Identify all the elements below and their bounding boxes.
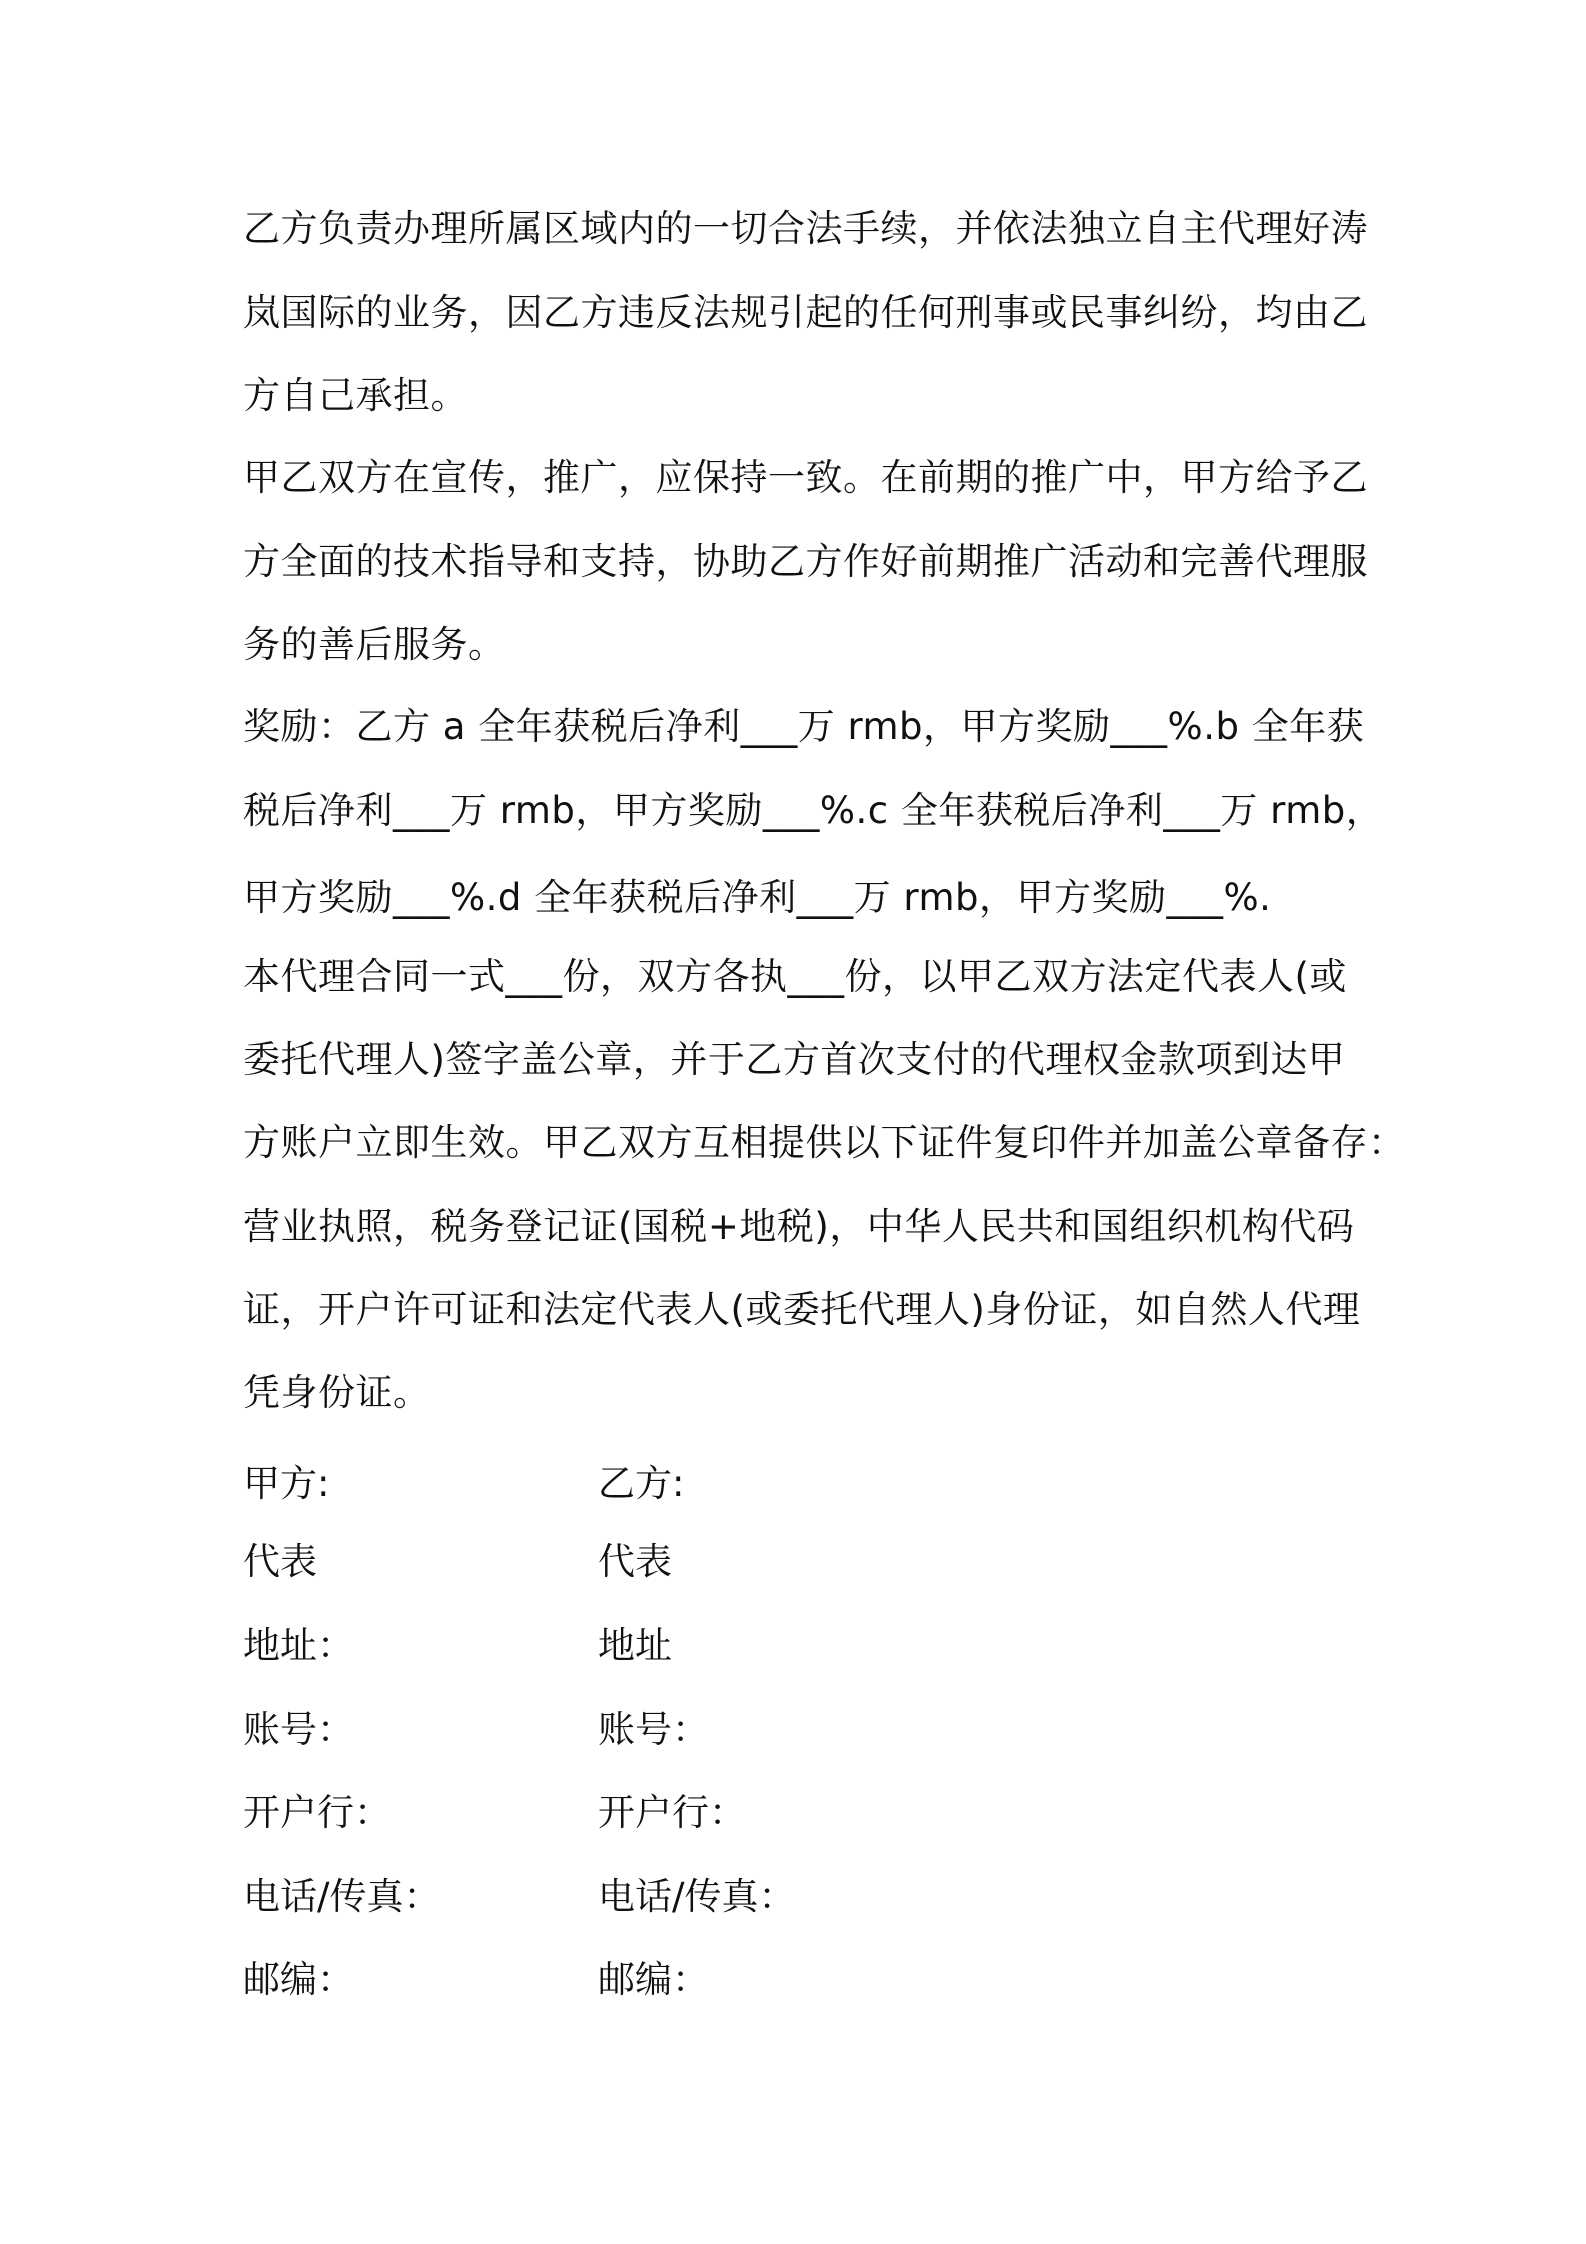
body-line: 委托代理人)签字盖公章，并于乙方首次支付的代理权金款项到达甲 bbox=[243, 1038, 1346, 1081]
body-line: 方自己承担。 bbox=[243, 374, 468, 417]
party-b-address: 地址 bbox=[598, 1624, 672, 1667]
body-line: 务的善后服务。 bbox=[243, 623, 506, 666]
party-a-label: 甲方: bbox=[243, 1462, 330, 1505]
body-line: 证，开户许可证和法定代表人(或委托代理人)身份证，如自然人代理 bbox=[243, 1288, 1361, 1331]
body-line: 奖励：乙方 a 全年获税后净利___万 rmb，甲方奖励___%.b 全年获 bbox=[243, 705, 1365, 748]
party-a-bank: 开户行： bbox=[243, 1791, 391, 1834]
body-line: 甲乙双方在宣传，推广，应保持一致。在前期的推广中，甲方给予乙 bbox=[243, 456, 1368, 499]
body-line: 乙方负责办理所属区域内的一切合法手续，并依法独立自主代理好涛 bbox=[243, 207, 1368, 250]
body-line: 岚国际的业务，因乙方违反法规引起的任何刑事或民事纠纷，均由乙 bbox=[243, 291, 1368, 334]
party-b-account: 账号： bbox=[598, 1708, 709, 1751]
party-a-address: 地址： bbox=[243, 1624, 354, 1667]
body-line: 方账户立即生效。甲乙双方互相提供以下证件复印件并加盖公章备存： bbox=[243, 1121, 1406, 1164]
party-b-postcode: 邮编： bbox=[598, 1958, 709, 2001]
party-b-phone-fax: 电话/传真： bbox=[598, 1875, 796, 1918]
body-line: 营业执照，税务登记证(国税+地税)，中华人民共和国组织机构代码 bbox=[243, 1205, 1355, 1248]
body-line: 甲方奖励___%.d 全年获税后净利___万 rmb，甲方奖励___%. bbox=[243, 876, 1272, 919]
body-line: 凭身份证。 bbox=[243, 1371, 431, 1414]
body-line: 税后净利___万 rmb，甲方奖励___%.c 全年获税后净利___万 rmb， bbox=[243, 789, 1384, 832]
party-b-label: 乙方: bbox=[598, 1462, 685, 1505]
party-a-representative: 代表 bbox=[243, 1540, 317, 1583]
party-a-phone-fax: 电话/传真： bbox=[243, 1875, 441, 1918]
party-b-bank: 开户行： bbox=[598, 1791, 746, 1834]
party-a-postcode: 邮编： bbox=[243, 1958, 354, 2001]
body-line: 本代理合同一式___份，双方各执___份，以甲乙双方法定代表人(或 bbox=[243, 955, 1347, 998]
party-b-representative: 代表 bbox=[598, 1540, 672, 1583]
body-line: 方全面的技术指导和支持，协助乙方作好前期推广活动和完善代理服 bbox=[243, 540, 1368, 583]
party-a-account: 账号： bbox=[243, 1708, 354, 1751]
